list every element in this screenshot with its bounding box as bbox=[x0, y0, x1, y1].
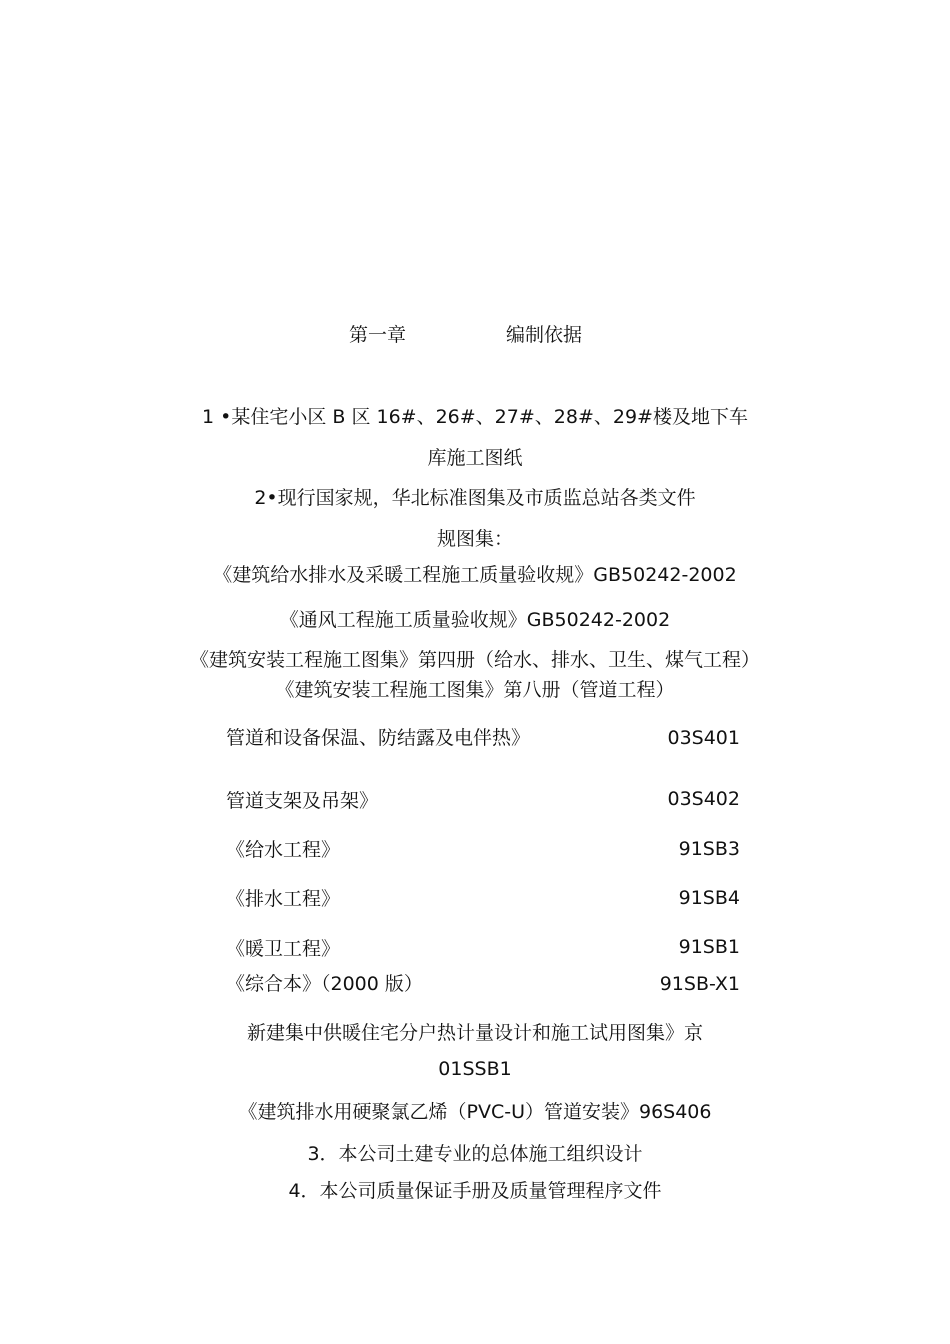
basis-item-1-line-1: 1 •某住宅小区 B 区 16#、26#、27#、28#、29#楼及地下车 bbox=[202, 406, 748, 428]
basis-item-4: 4．本公司质量保证手册及质量管理程序文件 bbox=[288, 1180, 662, 1202]
basis-item-2-line-1: 2•现行国家规，华北标准图集及市质监总站各类文件 bbox=[254, 487, 696, 509]
chapter-title: 编制依据 bbox=[506, 324, 583, 346]
atlas-name: 《综合本》（2000 版） bbox=[226, 973, 423, 995]
heating-atlas-line-1: 新建集中供暖住宅分户热计量设计和施工试用图集》京 bbox=[246, 1022, 703, 1044]
atlas-name: 《暖卫工程》 bbox=[226, 938, 341, 960]
standard-4: 《建筑安装工程施工图集》第八册（管道工程） bbox=[275, 679, 675, 701]
standard-3: 《建筑安装工程施工图集》第四册（给水、排水、卫生、煤气工程） bbox=[189, 649, 760, 671]
atlas-code: 91SB4 bbox=[678, 887, 740, 909]
basis-item-3: 3．本公司土建专业的总体施工组织设计 bbox=[307, 1143, 643, 1165]
standard-1: 《建筑给水排水及采暖工程施工质量验收规》GB50242-2002 bbox=[213, 564, 737, 586]
heating-atlas-line-2: 01SSB1 bbox=[438, 1058, 512, 1080]
atlas-name: 管道和设备保温、防结露及电伴热》 bbox=[226, 727, 531, 749]
atlas-code: 03S401 bbox=[667, 727, 740, 749]
pvc-atlas: 《建筑排水用硬聚氯乙烯（PVC-U）管道安装》96S406 bbox=[238, 1101, 712, 1123]
basis-item-2-line-2: 规图集： bbox=[436, 528, 513, 550]
basis-item-1-line-2: 库施工图纸 bbox=[427, 447, 523, 469]
atlas-name: 管道支架及吊架》 bbox=[226, 790, 379, 812]
standard-2: 《通风工程施工质量验收规》GB50242-2002 bbox=[279, 609, 671, 631]
atlas-code: 91SB-X1 bbox=[659, 973, 740, 995]
atlas-name: 《排水工程》 bbox=[226, 888, 341, 910]
atlas-name: 《给水工程》 bbox=[226, 839, 341, 861]
atlas-code: 91SB3 bbox=[678, 838, 740, 860]
atlas-code: 91SB1 bbox=[678, 936, 740, 958]
atlas-code: 03S402 bbox=[667, 788, 740, 810]
chapter-number: 第一章 bbox=[349, 324, 407, 346]
